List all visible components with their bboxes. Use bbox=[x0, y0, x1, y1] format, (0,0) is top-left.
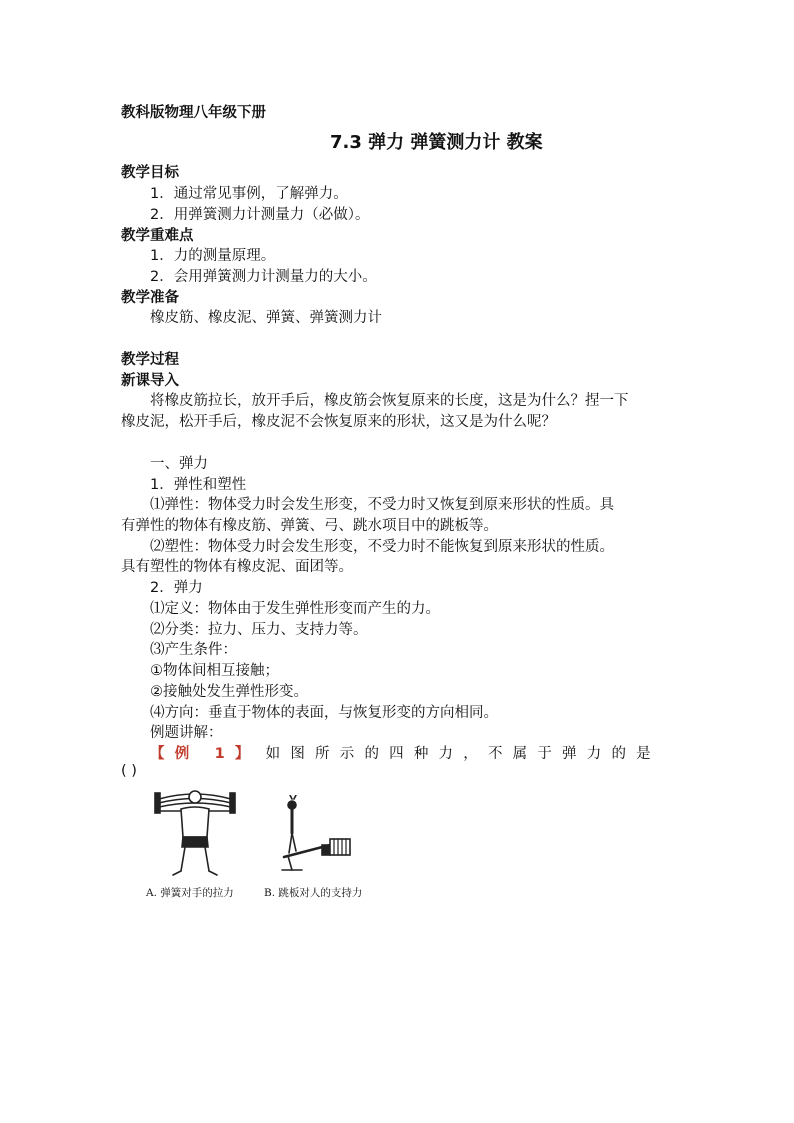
figure-b-caption: B. 跳板对人的支持力 bbox=[264, 887, 363, 899]
prep-text: 橡皮筋、橡皮泥、弹簧、弹簧测力计 bbox=[150, 310, 382, 326]
prep-heading: 教学准备 bbox=[121, 290, 179, 306]
keypoint-item-1: 1．力的测量原理。 bbox=[150, 248, 276, 264]
goal-item-2: 2．用弹簧测力计测量力（必做）。 bbox=[150, 207, 370, 223]
definition-line: ⑴定义：物体由于发生弹性形变而产生的力。 bbox=[150, 601, 440, 617]
conditions-line: ⑶产生条件： bbox=[150, 642, 237, 658]
elastic-force-heading: 2．弹力 bbox=[150, 580, 203, 596]
subject-header: 教科版物理八年级下册 bbox=[121, 105, 266, 121]
goals-heading: 教学目标 bbox=[121, 165, 179, 181]
figure-b-diving-board-illustration bbox=[262, 795, 357, 880]
intro-heading: 新课导入 bbox=[121, 373, 179, 389]
condition-1: ①物体间相互接触； bbox=[150, 663, 279, 679]
plastic-line-1: ⑵塑性：物体受力时会发生形变，不受力时不能恢复到原来形状的性质。 bbox=[150, 539, 614, 555]
example-tag: 【例 1】 bbox=[150, 746, 260, 762]
elastic-line-2: 有弹性的物体有橡皮筋、弹簧、弓、跳水项目中的跳板等。 bbox=[121, 518, 498, 534]
process-heading: 教学过程 bbox=[121, 352, 179, 368]
direction-line: ⑷方向：垂直于物体的表面，与恢复形变的方向相同。 bbox=[150, 705, 498, 721]
answer-blank: ( ) bbox=[121, 763, 137, 779]
figure-a-spring-illustration bbox=[145, 785, 245, 880]
types-line: ⑵分类：拉力、压力、支持力等。 bbox=[150, 622, 368, 638]
condition-2: ②接触处发生弹性形变。 bbox=[150, 684, 308, 700]
page-title: 7.3 弹力 弹簧测力计 教案 bbox=[330, 132, 543, 153]
plastic-line-2: 具有塑性的物体有橡皮泥、面团等。 bbox=[121, 559, 353, 575]
intro-line-1: 将橡皮筋拉长，放开手后，橡皮筋会恢复原来的长度，这是为什么？捏一下 bbox=[150, 393, 629, 409]
goal-item-1: 1．通过常见事例，了解弹力。 bbox=[150, 186, 348, 202]
example-intro: 例题讲解： bbox=[150, 725, 223, 741]
section-1-heading: 一、弹力 bbox=[150, 456, 208, 472]
intro-line-2: 橡皮泥，松开手后，橡皮泥不会恢复原来的形状，这又是为什么呢？ bbox=[121, 414, 556, 430]
elastic-plastic-heading: 1．弹性和塑性 bbox=[150, 477, 247, 493]
elastic-line-1: ⑴弹性：物体受力时会发生形变，不受力时又恢复到原来形状的性质。具 bbox=[150, 497, 614, 513]
keypoint-item-2: 2．会用弹簧测力计测量力的大小。 bbox=[150, 269, 377, 285]
example-question-text: 如图所示的四种力，不属于弹力的是 bbox=[265, 746, 661, 762]
keypoints-heading: 教学重难点 bbox=[121, 228, 194, 244]
example-question bbox=[150, 742, 661, 763]
figure-a-caption: A. 弹簧对手的拉力 bbox=[146, 887, 234, 899]
